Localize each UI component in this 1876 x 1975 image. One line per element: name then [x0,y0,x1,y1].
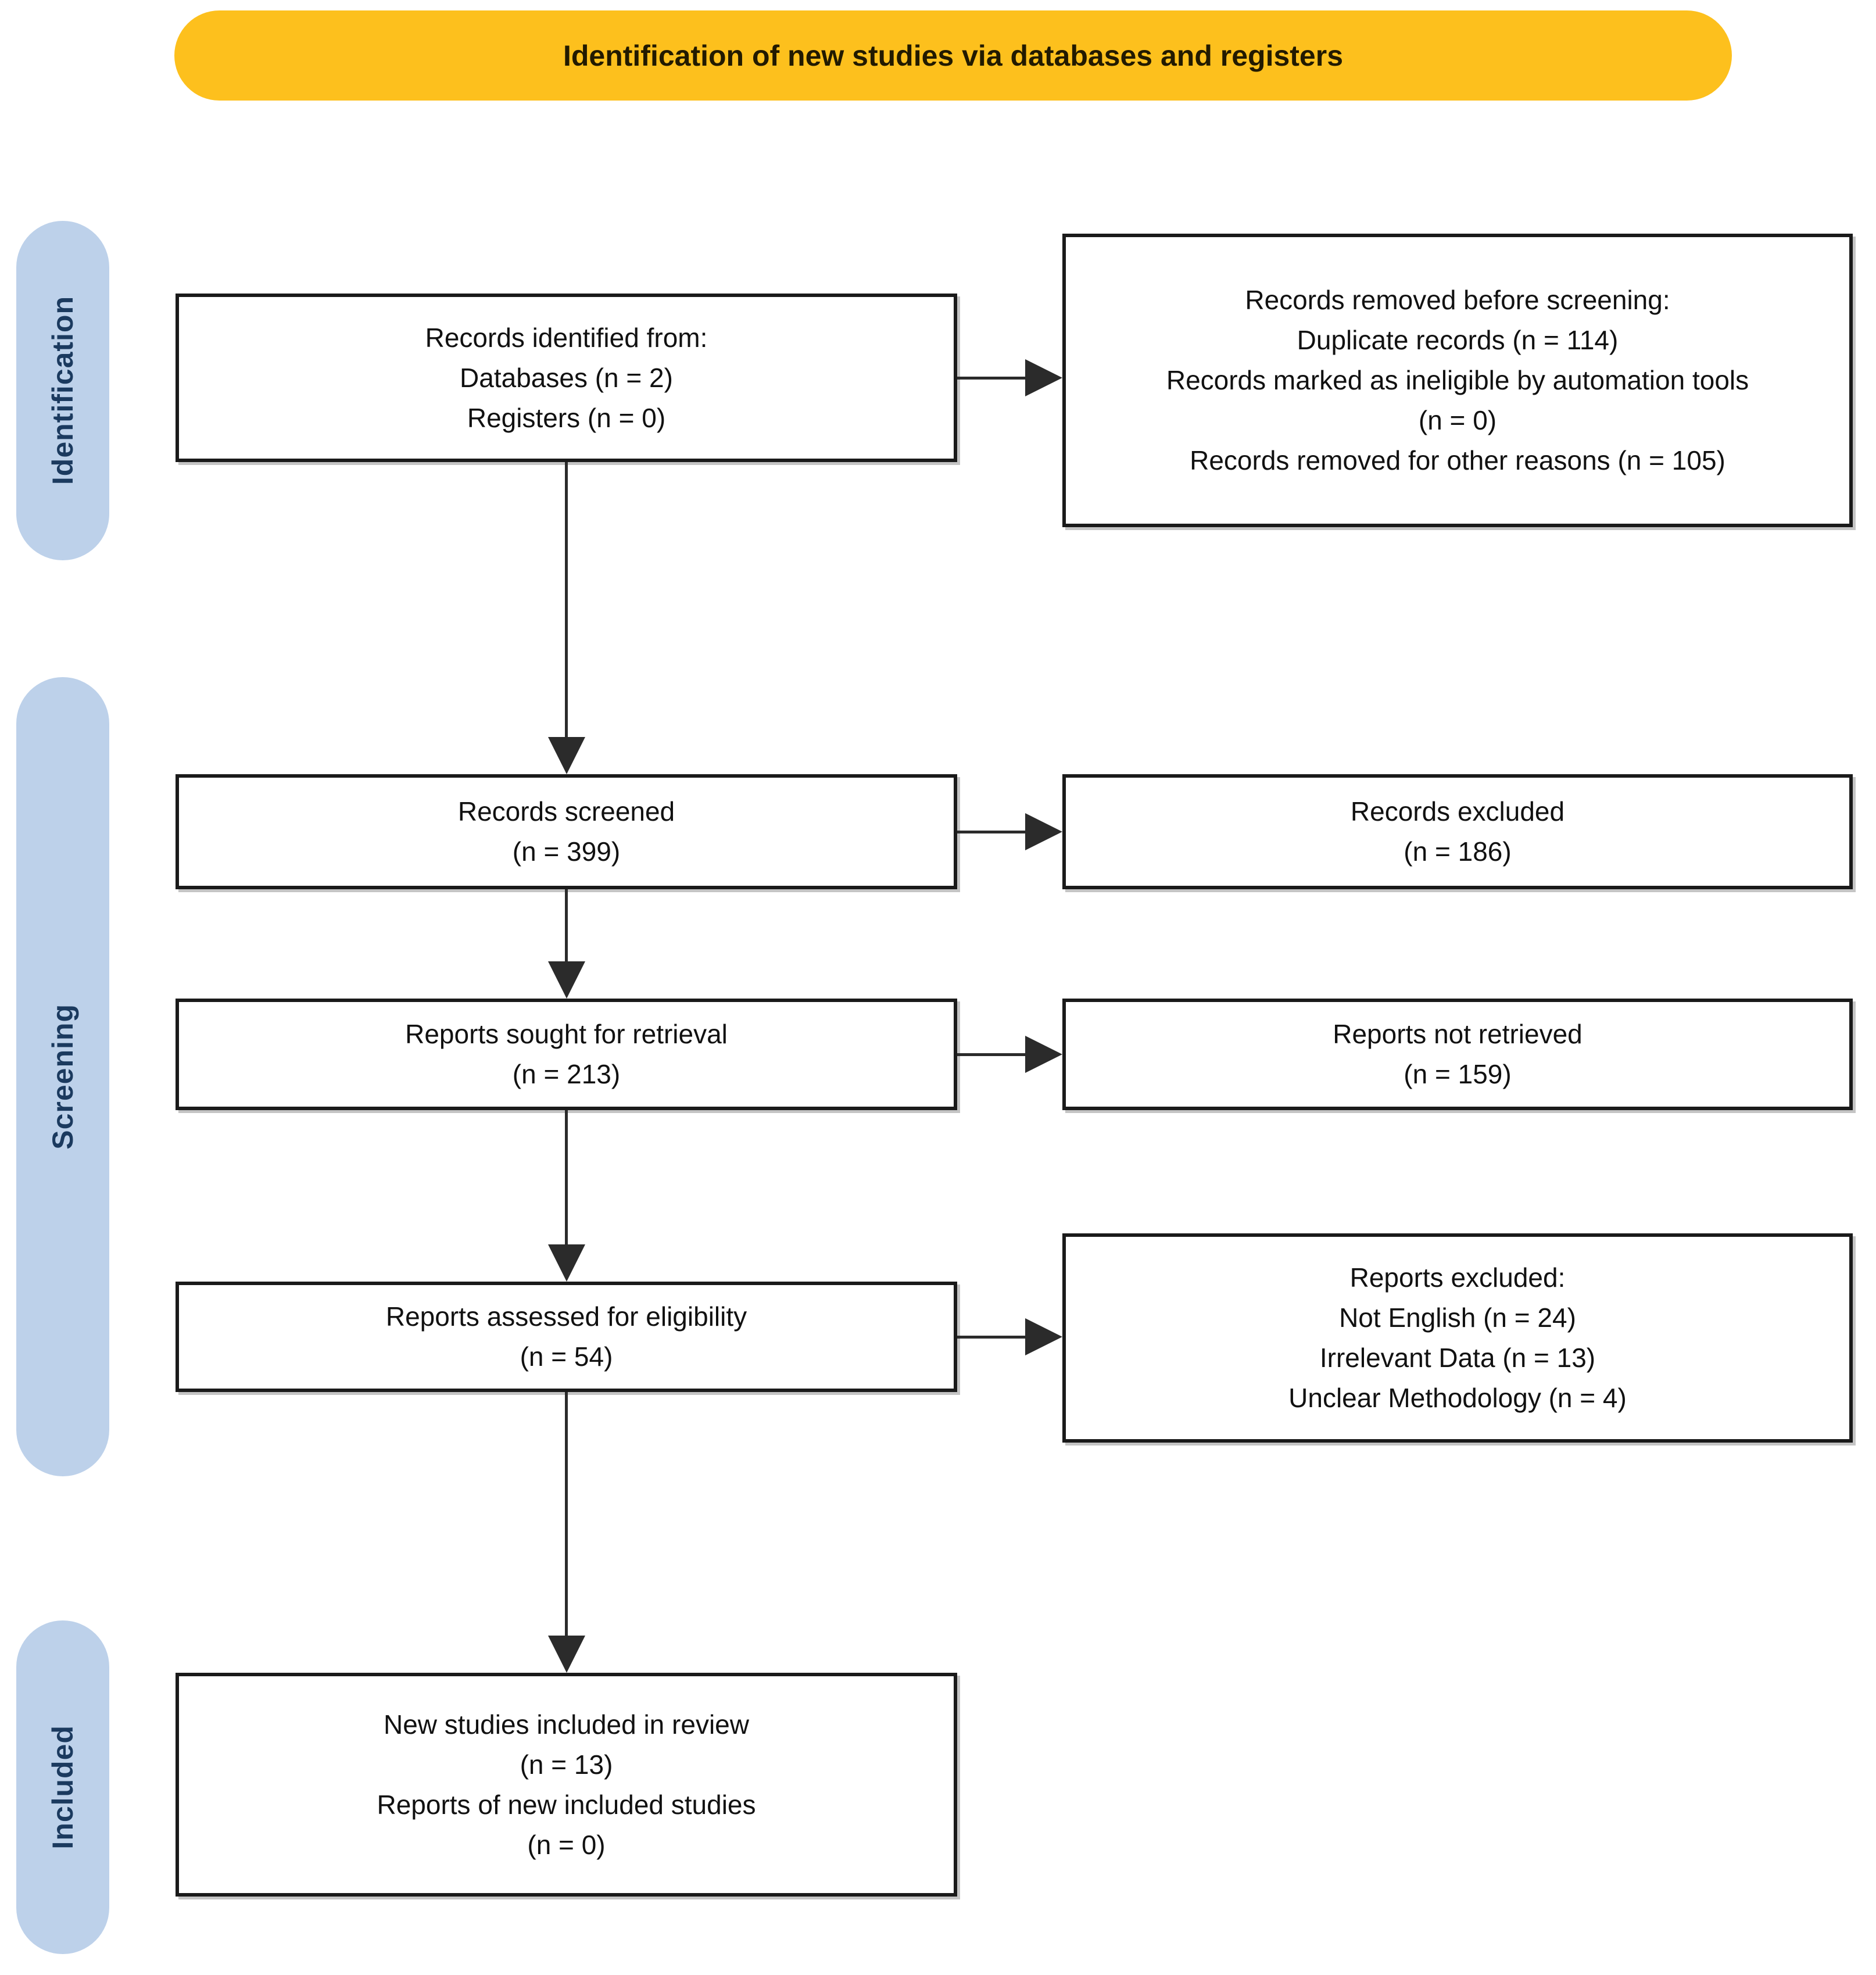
stage-pill-identification [16,221,109,560]
text-line: (n = 186) [1404,836,1512,867]
text-line: (n = 0) [527,1829,606,1860]
box-records-removed-text [1144,276,1771,485]
text-line: Not English (n = 24) [1339,1303,1576,1333]
arrow-line [957,1053,1025,1056]
box-new-studies-included-text [179,1700,954,1870]
box-reports-sought-text [179,1010,954,1099]
box-records-screened-text [179,787,954,876]
arrow-head-right-icon [1025,1318,1062,1355]
arrow-head-down-icon [548,1636,585,1673]
text-line: Unclear Methodology (n = 4) [1288,1383,1627,1413]
box-reports-not-retrieved-text [1066,1010,1849,1099]
top-banner [174,10,1732,101]
text-line: Reports sought for retrieval [405,1019,728,1049]
text-line: Reports excluded: [1349,1262,1566,1293]
arrow-head-right-icon [1025,813,1062,850]
box-reports-assessed [176,1282,957,1392]
box-records-identified-text [179,313,954,443]
stage-label-screening: Screening [46,1004,79,1150]
text-line: (n = 159) [1404,1059,1512,1089]
arrow-head-down-icon [548,737,585,774]
text-line: Records screened [457,796,675,827]
text-line: (n = 399) [512,836,621,867]
text-line: Records excluded [1350,796,1565,827]
arrow-head-down-icon [548,961,585,999]
arrow-head-right-icon [1025,359,1062,396]
box-records-screened [176,774,957,889]
stage-label-included: Included [46,1725,79,1849]
text-line: (n = 213) [512,1059,621,1089]
text-line: (n = 54) [520,1341,613,1372]
box-records-excluded [1062,774,1853,889]
arrow-line [957,377,1025,380]
arrow-head-down-icon [548,1244,585,1282]
text-line: Records removed for other reasons (n = 105) [1190,445,1725,475]
arrow-line [957,831,1025,833]
text-line: (n = 13) [520,1749,613,1780]
text-line: Irrelevant Data (n = 13) [1319,1343,1596,1373]
stage-label-identification: Identification [46,296,79,485]
text-line: Duplicate records (n = 114) [1297,325,1619,355]
text-line: Reports assessed for eligibility [385,1301,747,1332]
box-reports-excluded-text [1066,1253,1849,1423]
box-reports-sought [176,999,957,1110]
banner-title: Identification of new studies via databases and registers [563,39,1344,72]
arrow-line [565,1110,568,1244]
stage-pill-screening [16,677,109,1476]
text-line: Records marked as ineligible by automation tools (n = 0) [1166,365,1749,435]
text-line: Reports not retrieved [1333,1019,1583,1049]
arrow-head-right-icon [1025,1036,1062,1073]
arrow-line [565,462,568,737]
text-line: Records identified from: [425,322,708,353]
text-line: Databases (n = 2) [460,362,673,393]
box-reports-not-retrieved [1062,999,1853,1110]
box-records-excluded-text [1066,787,1849,876]
box-reports-excluded [1062,1233,1853,1443]
stage-pill-included [16,1620,109,1954]
text-line: New studies included in review [384,1709,749,1740]
box-records-removed [1062,234,1853,527]
text-line: Registers (n = 0) [467,402,666,433]
text-line: Records removed before screening: [1245,285,1670,315]
box-new-studies-included [176,1673,957,1897]
box-records-identified [176,294,957,462]
text-line: Reports of new included studies [377,1789,756,1820]
arrow-line [565,1392,568,1636]
arrow-line [565,889,568,961]
box-reports-assessed-text [179,1292,954,1382]
arrow-line [957,1336,1025,1339]
